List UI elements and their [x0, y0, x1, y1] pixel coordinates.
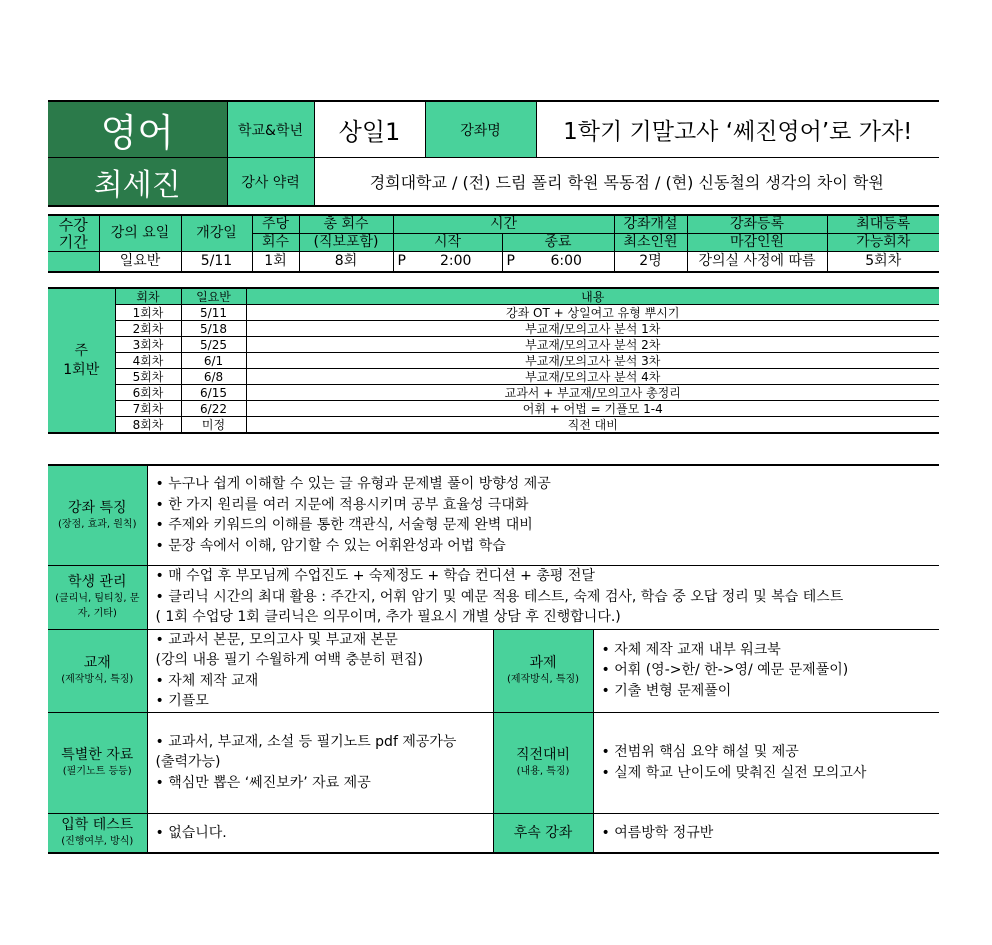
list-item: (출력가능) — [155, 754, 221, 771]
col-day: 일요반 — [181, 288, 246, 305]
table-row — [48, 353, 939, 369]
table-row — [48, 337, 939, 353]
list-item: • 주제와 키워드의 이해를 통한 객관식, 서술형 문제 완벽 대비 — [155, 517, 533, 534]
date-cell: 6/8 — [181, 369, 246, 385]
list-item: • 실제 학교 난이도에 맞춰진 실전 모의고사 — [601, 764, 867, 781]
list-item: • 자체 제작 교재 내부 워크북 — [601, 641, 781, 658]
textbook-sub: (제작방식, 특징) — [61, 674, 134, 685]
follow-list — [593, 813, 939, 853]
school-label: 학교&학년 — [227, 101, 314, 158]
special-label-cell — [48, 712, 147, 813]
close-value: 강의실 사정에 따름 — [687, 252, 827, 273]
list-item: (강의 내용 필기 수월하게 여백 충분히 편집) — [155, 652, 424, 668]
textbook-list — [147, 629, 493, 712]
final-list — [593, 712, 939, 813]
content-cell: 부교재/모의고사 분석 3차 — [246, 353, 939, 369]
special-label: 특별한 자료 — [61, 747, 134, 763]
table-row — [48, 401, 939, 417]
entry-label-cell — [48, 813, 147, 853]
mgmt-list — [147, 565, 939, 629]
session-cell: 6회차 — [115, 385, 181, 401]
textbook-label: 교재 — [83, 655, 111, 671]
mgmt-label: 학생 관리 — [67, 574, 127, 590]
list-item: • 자체 제작 교재 — [155, 672, 259, 689]
plan-side-label-2: 1회반 — [63, 361, 100, 378]
list-item: • 문장 속에서 이해, 암기할 수 있는 어휘완성과 어법 학습 — [155, 537, 506, 554]
date-cell: 5/25 — [181, 337, 246, 353]
content-cell: 부교재/모의고사 분석 4차 — [246, 369, 939, 385]
open-value: 5/11 — [181, 252, 252, 273]
session-cell: 8회차 — [115, 417, 181, 434]
plan-side-label — [48, 288, 115, 433]
schedule-summary — [48, 214, 939, 273]
content-cell: 어휘 + 어법 = 기플모 1-4 — [246, 401, 939, 417]
final-label-cell — [493, 712, 593, 813]
session-cell: 4회차 — [115, 353, 181, 369]
weekly-plan — [48, 287, 939, 434]
entry-label: 입학 테스트 — [61, 817, 134, 834]
final-label: 직전대비 — [515, 747, 571, 763]
entry-list — [147, 813, 493, 853]
content-cell: 부교재/모의고사 분석 2차 — [246, 337, 939, 353]
hw-sub: (제작방식, 특징) — [506, 674, 580, 685]
career-value: 경희대학교 / (전) 드림 폴리 학원 목동점 / (현) 신동철의 생각의 차이 학원 — [314, 158, 939, 207]
start-ampm: P — [393, 252, 410, 273]
list-item: • 여름방학 정규반 — [601, 824, 714, 841]
teacher-name: 최세진 — [48, 158, 227, 207]
content-cell: 직전 대비 — [246, 417, 939, 434]
session-cell: 7회차 — [115, 401, 181, 417]
session-cell: 5회차 — [115, 369, 181, 385]
col-session: 회차 — [115, 288, 181, 305]
list-item: • 어휘 (영->한/ 한->영/ 예문 문제풀이) — [601, 662, 849, 679]
total-label-2: (직보포함) — [299, 234, 393, 252]
date-cell: 6/1 — [181, 353, 246, 369]
course-title: 1학기 기말고사 ‘쎄진영어’로 가자! — [536, 101, 939, 158]
weekly-label: 주당 — [252, 215, 299, 234]
hw-label: 과제 — [529, 655, 557, 671]
school-value: 상일1 — [314, 101, 425, 158]
end-ampm: P — [502, 252, 519, 273]
special-list — [147, 712, 493, 813]
close-label: 강좌등록 — [687, 215, 827, 234]
total-value: 8회 — [299, 252, 393, 273]
col-content: 내용 — [246, 288, 939, 305]
list-item: • 없습니다. — [155, 824, 227, 841]
list-item: • 기플모 — [155, 693, 209, 709]
session-cell: 1회차 — [115, 305, 181, 321]
list-item: • 클리닉 시간의 최대 활용 : 주간지, 어휘 암기 및 예문 적용 테스트, 숙제 검사, 학습 중 오답 정리 및 복습 테스트 — [155, 588, 844, 605]
date-cell: 5/18 — [181, 321, 246, 337]
start-label: 시작 — [393, 234, 502, 252]
list-item: • 매 수업 후 부모님께 수업진도 + 숙제정도 + 학습 컨디션 + 총평 전달 — [155, 568, 595, 585]
max-value: 5회차 — [827, 252, 939, 273]
max-label: 최대등록 — [827, 215, 939, 234]
day-value: 일요반 — [99, 252, 181, 273]
list-item: • 기출 변형 문제풀이 — [601, 682, 732, 699]
open-label: 개강일 — [181, 215, 252, 252]
list-item: • 누구나 쉽게 이해할 수 있는 글 유형과 문제별 풀이 방향성 제공 — [155, 476, 551, 493]
day-label: 강의 요일 — [99, 215, 181, 252]
entry-sub: (진행여부, 방식) — [61, 836, 134, 848]
table-row — [48, 321, 939, 337]
end-time: 6:00 — [519, 252, 614, 273]
time-label: 시간 — [393, 215, 614, 234]
content-cell: 교과서 + 부교재/모의고사 총정리 — [246, 385, 939, 401]
period-label: 수강 기간 — [48, 215, 99, 252]
course-label: 강좌명 — [425, 101, 536, 158]
career-label: 강사 약력 — [227, 158, 314, 207]
date-cell: 6/22 — [181, 401, 246, 417]
end-label: 종료 — [502, 234, 614, 252]
min-value: 2명 — [614, 252, 687, 273]
period-label-cont — [48, 252, 99, 273]
textbook-label-cell — [48, 629, 147, 712]
list-item: ( 1회 수업당 1회 클리닉은 의무이며, 추가 필요시 개별 상담 후 진행합니다.) — [155, 609, 621, 626]
list-item: • 교과서 본문, 모의고사 및 부교재 본문 — [155, 631, 398, 648]
features-list — [147, 465, 939, 565]
table-row — [48, 385, 939, 401]
total-label: 총 회수 — [299, 215, 393, 234]
mgmt-label-cell — [48, 565, 147, 629]
table-row — [48, 369, 939, 385]
weekly-value: 1회 — [252, 252, 299, 273]
content-cell: 부교재/모의고사 분석 1차 — [246, 321, 939, 337]
features-label-cell — [48, 465, 147, 565]
session-cell: 2회차 — [115, 321, 181, 337]
max-label-2: 가능회차 — [827, 234, 939, 252]
list-item: • 교과서, 부교재, 소설 등 필기노트 pdf 제공가능 — [155, 733, 457, 750]
session-cell: 3회차 — [115, 337, 181, 353]
min-label: 강좌개설 — [614, 215, 687, 234]
table-row — [48, 305, 939, 321]
content-cell: 강좌 OT + 상일여고 유형 뿌시기 — [246, 305, 939, 321]
date-cell: 미정 — [181, 417, 246, 434]
list-item: • 한 가지 원리를 여러 지문에 적용시키며 공부 효율성 극대화 — [155, 496, 529, 513]
features-label: 강좌 특징 — [67, 499, 127, 516]
start-time: 2:00 — [410, 252, 502, 273]
date-cell: 5/11 — [181, 305, 246, 321]
list-item: • 전범위 핵심 요약 해설 및 제공 — [601, 744, 799, 760]
close-label-2: 마감인원 — [687, 234, 827, 252]
list-item: • 핵심만 뽑은 ‘쎄진보카’ 자료 제공 — [155, 774, 371, 791]
min-label-2: 최소인원 — [614, 234, 687, 252]
final-sub: (내용, 특징) — [516, 766, 570, 777]
weekly-label-2: 회수 — [252, 234, 299, 252]
hw-list — [593, 629, 939, 712]
plan-side-label-1: 주 — [74, 342, 89, 359]
date-cell: 6/15 — [181, 385, 246, 401]
course-details — [48, 464, 939, 854]
features-sub: (장점, 효과, 원칙) — [58, 518, 137, 530]
subject-title: 영어 — [48, 101, 227, 158]
table-row — [48, 417, 939, 434]
mgmt-sub: (클리닉, 팀티칭, 문자, 기타) — [55, 593, 140, 619]
follow-label: 후속 강좌 — [513, 824, 573, 841]
course-header — [48, 100, 939, 207]
follow-label-cell — [493, 813, 593, 853]
hw-label-cell — [493, 629, 593, 712]
special-sub: (필기노트 등등) — [62, 766, 132, 777]
